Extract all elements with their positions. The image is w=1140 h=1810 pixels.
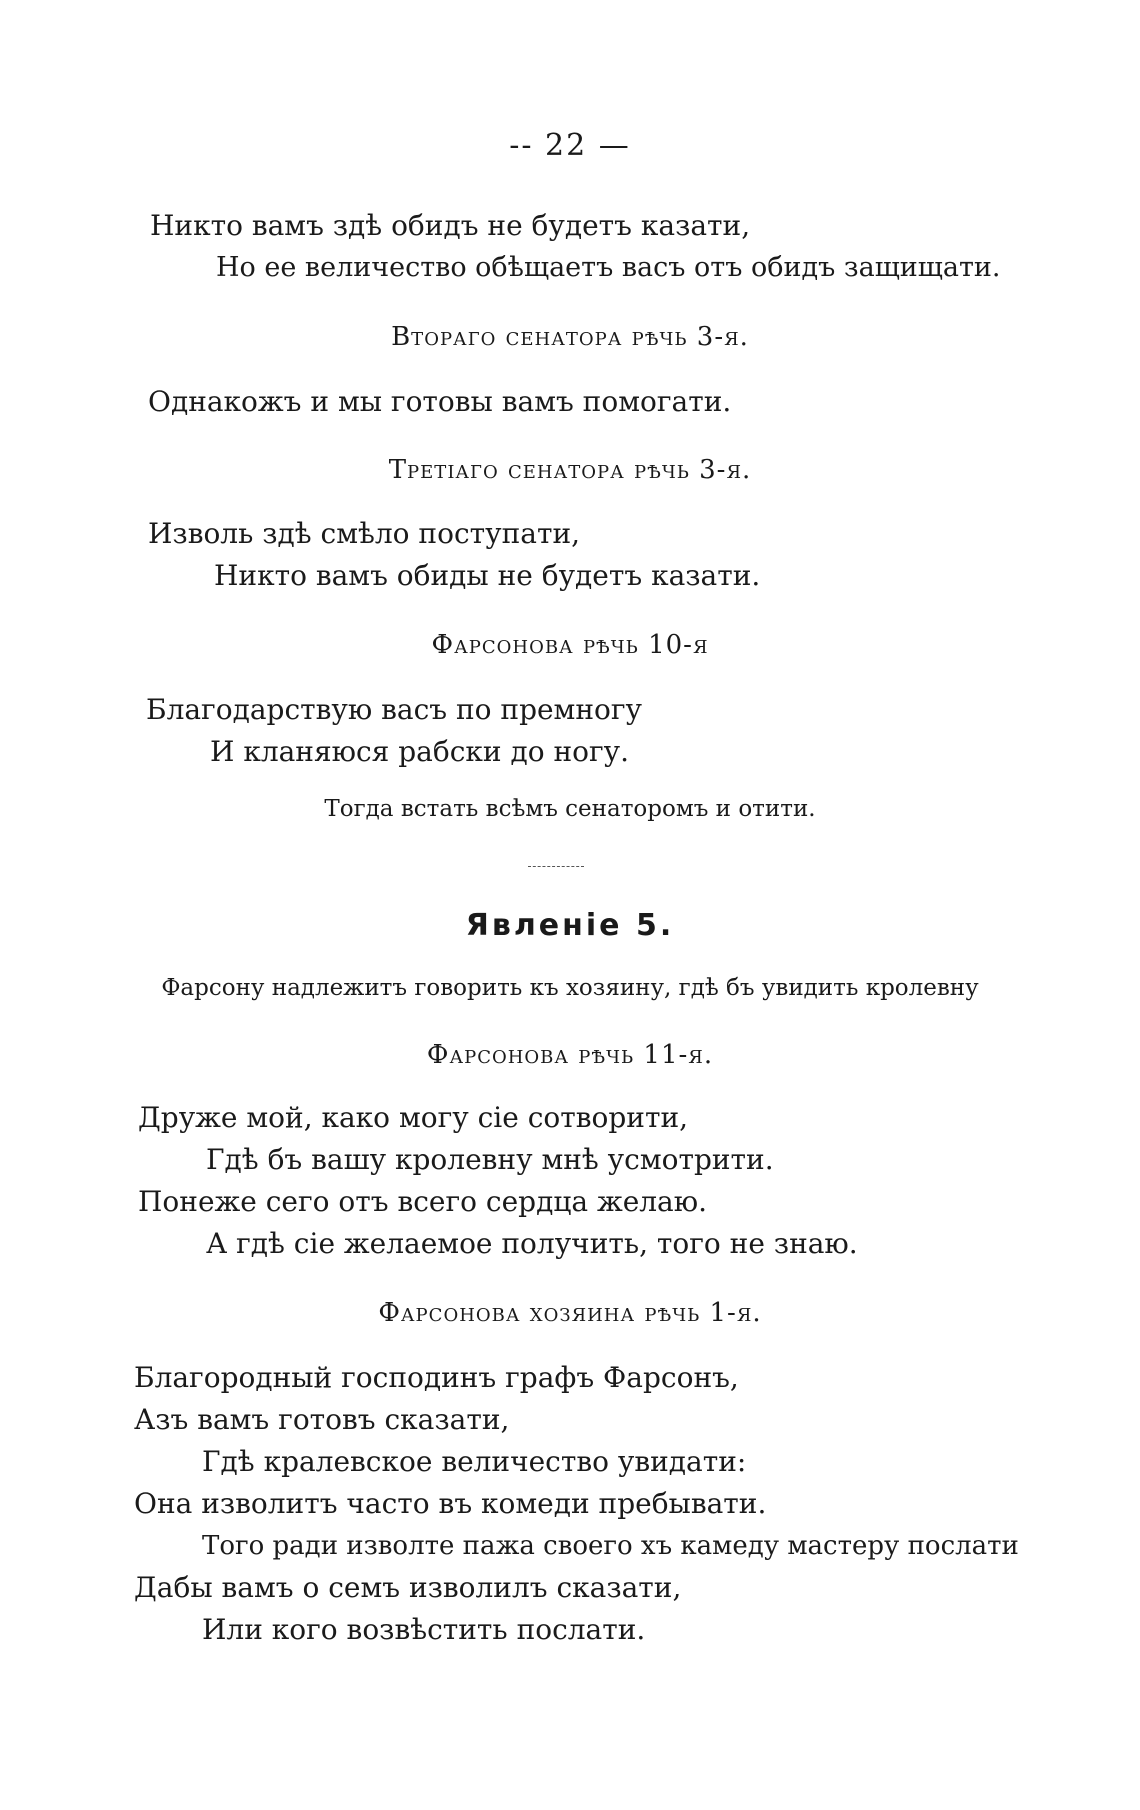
verse-line: Благодарствую васъ по премногу [146,693,643,726]
speaker-heading: Третiаго сенатора рѣчь 3-я. [388,455,752,485]
verse-line: Дабы вамъ о семъ изволилъ сказати, [134,1571,682,1604]
verse-line: Изволь здѣ смѣло поступати, [148,517,581,550]
page-number: -- 22 — [509,128,631,163]
verse-line: Никто вамъ обиды не будетъ казати. [214,559,761,592]
verse-line: Однакожъ и мы готовы вамъ помогати. [148,385,732,418]
verse-line: Благородный господинъ графъ Фарсонъ, [134,1361,739,1394]
speaker-heading: Втораго сенатора рѣчь 3-я. [391,322,749,352]
stage-direction: Фарсону надлежитъ говорить къ хозяину, гдѣ бъ увидить кролевну [161,975,979,1001]
verse-line: Друже мой, како могу сiе сотворити, [138,1101,689,1134]
scene-title: Явленiе 5. [465,908,675,943]
verse-line: Но ее величество обѣщаетъ васъ отъ обидъ защищати. [216,252,1001,283]
verse-line: Или кого возвѣстить послати. [202,1613,646,1646]
speaker-heading: Фарсонова хозяина рѣчь 1-я. [378,1298,762,1328]
verse-line: Она изволитъ часто въ комеди пребывати. [134,1487,767,1520]
verse-line: Гдѣ кралевское величество увидати: [202,1445,747,1478]
verse-line: А гдѣ сiе желаемое получить, того не знаю. [206,1227,858,1260]
verse-line: Гдѣ бъ вашу кролевну мнѣ усмотрити. [206,1143,774,1176]
verse-line: Азъ вамъ готовъ сказати, [134,1403,510,1436]
section-divider [528,866,584,867]
verse-line: Понеже сего отъ всего сердца желаю. [138,1185,708,1218]
verse-line: И кланяюся рабски до ногу. [210,735,630,768]
speaker-heading: Фарсонова рѣчь 10-я [431,630,709,660]
verse-line: Никто вамъ здѣ обидъ не будетъ казати, [150,209,751,242]
speaker-heading: Фарсонова рѣчь 11-я. [426,1040,714,1070]
stage-direction: Тогда встать всѣмъ сенаторомъ и отити. [324,796,816,822]
verse-line: Того ради изволте пажа своего хъ камеду мастеру послати [202,1531,1019,1561]
